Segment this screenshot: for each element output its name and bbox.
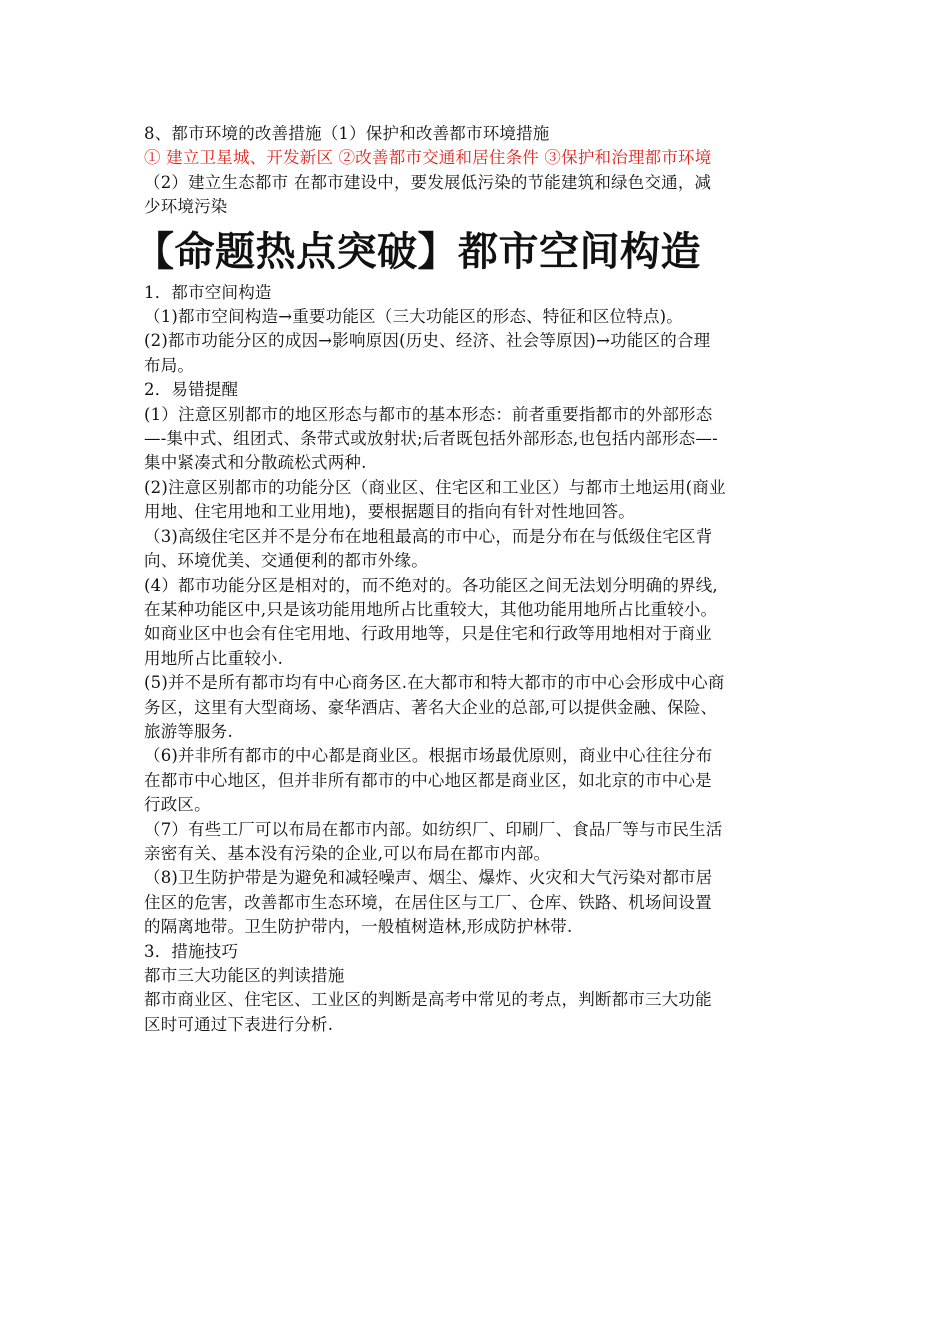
section-heading: 【命题热点突破】都市空间构造 — [134, 228, 701, 275]
body-line: 3．措施技巧 — [144, 941, 239, 961]
body-line: 的隔离地带。卫生防护带内，一般植树造林,形成防护林带. — [144, 917, 573, 937]
body-line: 在某种功能区中,只是该功能用地所占比重较大，其他功能用地所占比重较小。 — [144, 599, 718, 619]
body-line: （8)卫生防护带是为避免和减轻噪声、烟尘、爆炸、火灾和大气污染对都市居 — [144, 868, 713, 888]
body-line: 行政区。 — [144, 795, 211, 815]
measures-title: 8、都市环境的改善措施（1）保护和改善都市环境措施 — [144, 124, 550, 143]
body-line: 1．都市空间构造 — [144, 282, 272, 302]
body-line: 如商业区中也会有住宅用地、行政用地等，只是住宅和行政等用地相对于商业 — [144, 624, 712, 644]
body-line: 用地所占比重较小. — [144, 648, 284, 668]
body-line: (2)都市功能分区的成因→影响原因(历史、经济、社会等原因)→功能区的合理 — [144, 331, 711, 351]
body-line: （3)高级住宅区并不是分布在地租最高的市中心，而是分布在与低级住宅区背 — [144, 526, 713, 546]
body-line: (4）都市功能分区是相对的，而不绝对的。各功能区之间无法划分明确的界线, — [144, 575, 718, 595]
eco-city-line: （2）建立生态都市 在都市建设中，要发展低污染的节能建筑和绿色交通，减 — [144, 172, 712, 192]
body-line: 在都市中心地区，但并非所有都市的中心地区都是商业区，如北京的市中心是 — [144, 770, 712, 790]
body-line: （6)并非所有都市的中心都是商业区。根据市场最优原则，商业中心往往分布 — [144, 746, 713, 766]
body-line: 都市商业区、住宅区、工业区的判断是高考中常见的考点，判断都市三大功能 — [144, 990, 712, 1010]
document-page — [134, 122, 814, 1037]
body-line: (2)注意区别都市的功能分区（商业区、住宅区和工业区）与都市土地运用(商业 — [144, 477, 726, 497]
body-line: 2．易错提醒 — [144, 380, 239, 400]
body-line: —-集中式、组团式、条带式或放射状;后者既包括外部形态,也包括内部形态—- — [144, 429, 718, 449]
body-line: 向、环境优美、交通便利的都市外缘。 — [144, 551, 428, 571]
body-line: （1)都市空间构造→重要功能区（三大功能区的形态、特征和区位特点)。 — [144, 307, 683, 327]
body-line: 务区，这里有大型商场、豪华酒店、著名大企业的总部,可以提供金融、保险、 — [144, 697, 718, 717]
body-line: 区时可通过下表进行分析. — [144, 1014, 334, 1034]
measures-list: ① 建立卫星城、开发新区 ②改善都市交通和居住条件 ③保护和治理都市环境 — [144, 148, 712, 168]
body-line: 集中紧凑式和分散疏松式两种. — [144, 453, 367, 473]
body-line: 用地、住宅用地和工业用地)，要根据题目的指向有针对性地回答。 — [144, 502, 635, 522]
body-line: 旅游等服务. — [144, 721, 233, 741]
body-line: (5)并不是所有都市均有中心商务区.在大都市和特大都市的市中心会形成中心商 — [144, 673, 725, 693]
body-line: （7）有些工厂可以布局在都市内部。如纺织厂、印刷厂、食品厂等与市民生活 — [144, 819, 723, 839]
body-line: 住区的危害，改善都市生态环境，在居住区与工厂、仓库、铁路、机场间设置 — [144, 892, 712, 912]
eco-city-line-cont: 少环境污染 — [144, 197, 228, 217]
body-line: 布局。 — [144, 355, 195, 375]
body-text — [144, 281, 814, 1038]
body-line: 亲密有关、基本没有污染的企业,可以布局在都市内部。 — [144, 843, 551, 863]
body-line: (1）注意区别都市的地区形态与都市的基本形态：前者重要指都市的外部形态 — [144, 404, 713, 424]
body-line: 都市三大功能区的判读措施 — [144, 966, 345, 985]
